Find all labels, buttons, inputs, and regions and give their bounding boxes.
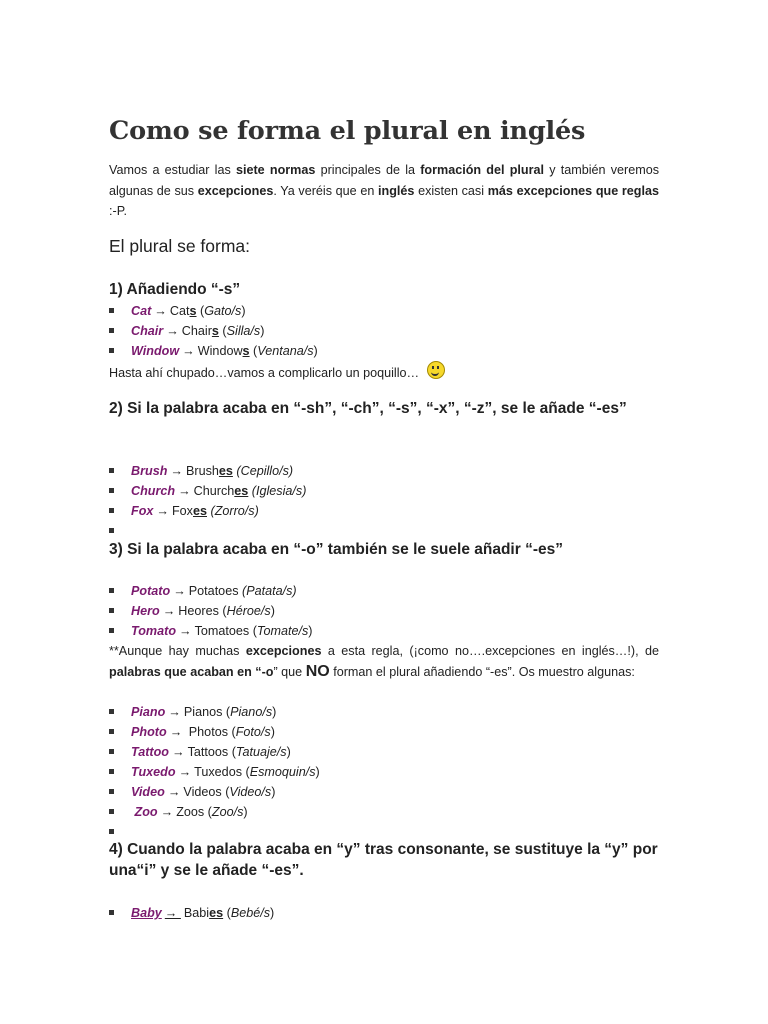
plural-word: Tattoos bbox=[187, 745, 229, 759]
list-item: Piano → Pianos (Piano/s) bbox=[109, 702, 320, 722]
spanish-translation: (Zorro/s) bbox=[210, 504, 259, 518]
spanish-translation: Gato/s bbox=[204, 304, 242, 318]
section-1-heading: 1) Añadiendo “-s” bbox=[109, 281, 241, 298]
plural-suffix: s bbox=[211, 324, 219, 338]
list-item-empty bbox=[109, 521, 306, 541]
intro-bold: excepciones bbox=[197, 183, 274, 198]
list-item: Tattoo → Tattoos (Tatuaje/s) bbox=[109, 742, 320, 762]
list-item: Potato → Potatoes (Patata/s) bbox=[109, 581, 312, 601]
english-word: Photo bbox=[131, 725, 167, 739]
english-word: Tuxedo bbox=[131, 765, 176, 779]
list-item: Baby → Babies (Bebé/s) bbox=[109, 903, 274, 923]
intro-bold: más excepciones que reglas bbox=[487, 183, 659, 198]
list-item: Church → Churches (Iglesia/s) bbox=[109, 481, 306, 501]
square-bullet-icon bbox=[109, 628, 114, 633]
english-word: Zoo bbox=[134, 805, 158, 819]
intro-text: existen casi bbox=[414, 183, 488, 198]
plural-word: Tuxedos bbox=[194, 765, 242, 779]
plural-suffix: es bbox=[218, 464, 233, 478]
section-1-list bbox=[109, 301, 318, 361]
spanish-translation: (Patata/s) bbox=[242, 584, 297, 598]
square-bullet-icon bbox=[109, 608, 114, 613]
square-bullet-icon bbox=[109, 488, 114, 493]
english-word: Potato bbox=[131, 584, 171, 598]
english-word: Brush bbox=[131, 464, 168, 478]
spanish-translation: (Cepillo/s) bbox=[236, 464, 294, 478]
plural-suffix: es bbox=[209, 906, 224, 920]
square-bullet-icon bbox=[109, 468, 114, 473]
square-bullet-icon bbox=[109, 308, 114, 313]
list-item: Cat → Cats (Gato/s) bbox=[109, 301, 318, 321]
spanish-translation: Héroe/s bbox=[226, 604, 271, 618]
plural-base: Babi bbox=[183, 906, 210, 920]
english-word: Fox bbox=[131, 504, 154, 518]
note-text: a esta regla, (¡como no….excepciones en inglés…!), de bbox=[321, 644, 659, 658]
list-item: Window → Windows (Ventana/s) bbox=[109, 341, 318, 361]
page-title: Como se forma el plural en inglés bbox=[109, 116, 586, 146]
plural-base: Fox bbox=[171, 504, 193, 518]
comment-text: Hasta ahí chupado…vamos a complicarlo un poquillo… bbox=[109, 366, 420, 380]
english-word: Baby bbox=[131, 906, 162, 920]
plural-base: Chair bbox=[181, 324, 212, 338]
spanish-translation: Esmoquin/s bbox=[249, 765, 316, 779]
square-bullet-icon bbox=[109, 508, 114, 513]
plural-base: Window bbox=[197, 344, 243, 358]
english-word: Window bbox=[131, 344, 180, 358]
english-word: Chair bbox=[131, 324, 164, 338]
square-bullet-icon bbox=[109, 809, 114, 814]
square-bullet-icon bbox=[109, 528, 114, 533]
english-word: Hero bbox=[131, 604, 160, 618]
english-word: Cat bbox=[131, 304, 152, 318]
exceptions-note bbox=[109, 641, 659, 682]
english-word: Video bbox=[131, 785, 165, 799]
square-bullet-icon bbox=[109, 829, 114, 834]
note-bold: palabras que acaban en “-o bbox=[109, 664, 274, 679]
intro-bold: siete normas bbox=[235, 163, 316, 177]
list-item: Tomato → Tomatoes (Tomate/s) bbox=[109, 621, 312, 641]
intro-bold: formación del plural bbox=[420, 163, 544, 177]
smiley-icon bbox=[427, 361, 445, 379]
list-item: Chair → Chairs (Silla/s) bbox=[109, 321, 318, 341]
section-2-list bbox=[109, 461, 306, 541]
square-bullet-icon bbox=[109, 910, 114, 915]
intro-text: . Ya veréis que en bbox=[273, 183, 378, 198]
intro-text: :-P. bbox=[109, 204, 127, 218]
plural-base: Cat bbox=[169, 304, 190, 318]
note-no-emphasis: NO bbox=[305, 662, 330, 680]
spanish-translation: Ventana/s bbox=[257, 344, 314, 358]
english-word: Tattoo bbox=[131, 745, 170, 759]
english-word: Church bbox=[131, 484, 176, 498]
note-text: ” que bbox=[273, 664, 306, 679]
square-bullet-icon bbox=[109, 348, 114, 353]
spanish-translation: Zoo/s bbox=[211, 805, 244, 819]
square-bullet-icon bbox=[109, 709, 114, 714]
plural-word: Photos bbox=[188, 725, 228, 739]
square-bullet-icon bbox=[109, 789, 114, 794]
plural-base: Church bbox=[193, 484, 235, 498]
plural-word: Potatoes bbox=[188, 584, 239, 598]
note-text: forman el plural añadiendo “-es”. Os muestro algunas: bbox=[329, 664, 635, 679]
spanish-translation: Foto/s bbox=[235, 725, 271, 739]
spanish-translation: (Iglesia/s) bbox=[251, 484, 307, 498]
spanish-translation: Video/s bbox=[229, 785, 272, 799]
square-bullet-icon bbox=[109, 729, 114, 734]
plural-suffix: es bbox=[192, 504, 207, 518]
exceptions-list bbox=[109, 702, 320, 842]
plural-base: Brush bbox=[185, 464, 219, 478]
list-item: Photo → Photos (Foto/s) bbox=[109, 722, 320, 742]
spanish-translation: Tatuaje/s bbox=[235, 745, 287, 759]
plural-suffix: s bbox=[242, 344, 250, 358]
spanish-translation: Piano/s bbox=[230, 705, 273, 719]
section-4-list bbox=[109, 903, 274, 923]
english-word: Piano bbox=[131, 705, 166, 719]
lead-text: El plural se forma: bbox=[109, 236, 251, 256]
spanish-translation: Tomate/s bbox=[256, 624, 309, 638]
plural-suffix: s bbox=[189, 304, 197, 318]
square-bullet-icon bbox=[109, 588, 114, 593]
list-item: Video → Videos (Video/s) bbox=[109, 782, 320, 802]
english-word: Tomato bbox=[131, 624, 177, 638]
list-item: Tuxedo → Tuxedos (Esmoquin/s) bbox=[109, 762, 320, 782]
plural-word: Heores bbox=[178, 604, 219, 618]
section-3-heading: 3) Si la palabra acaba en “-o” también se le suele añadir “-es” bbox=[109, 541, 563, 558]
section-1-comment bbox=[109, 361, 445, 383]
list-item: Brush → Brushes (Cepillo/s) bbox=[109, 461, 306, 481]
plural-word: Tomatoes bbox=[194, 624, 250, 638]
intro-text: Vamos a estudiar las bbox=[109, 163, 236, 177]
note-text: **Aunque hay muchas bbox=[109, 644, 246, 658]
plural-suffix: es bbox=[234, 484, 249, 498]
intro-bold: inglés bbox=[378, 183, 415, 198]
list-item: Fox → Foxes (Zorro/s) bbox=[109, 501, 306, 521]
plural-word: Videos bbox=[183, 785, 222, 799]
spanish-translation: Bebé/s bbox=[230, 906, 271, 920]
square-bullet-icon bbox=[109, 749, 114, 754]
plural-word: Pianos bbox=[183, 705, 223, 719]
square-bullet-icon bbox=[109, 328, 114, 333]
spanish-translation: Silla/s bbox=[226, 324, 261, 338]
note-bold: excepciones bbox=[245, 644, 322, 658]
intro-paragraph bbox=[109, 160, 659, 222]
section-4-heading: 4) Cuando la palabra acaba en “y” tras consonante, se sustituye la “y” por una“i” y se le añade “-es”. bbox=[109, 841, 658, 879]
list-item: Zoo → Zoos (Zoo/s) bbox=[109, 802, 320, 822]
list-item: Hero → Heores (Héroe/s) bbox=[109, 601, 312, 621]
intro-text: principales de la bbox=[315, 163, 421, 177]
section-2-heading: 2) Si la palabra acaba en “-sh”, “-ch”, “-s”, “-x”, “-z”, se le añade “-es” bbox=[109, 400, 627, 417]
plural-word: Zoos bbox=[176, 805, 205, 819]
intro-text: y también veremos algunas de sus bbox=[109, 163, 659, 198]
square-bullet-icon bbox=[109, 769, 114, 774]
section-3-list bbox=[109, 581, 312, 641]
